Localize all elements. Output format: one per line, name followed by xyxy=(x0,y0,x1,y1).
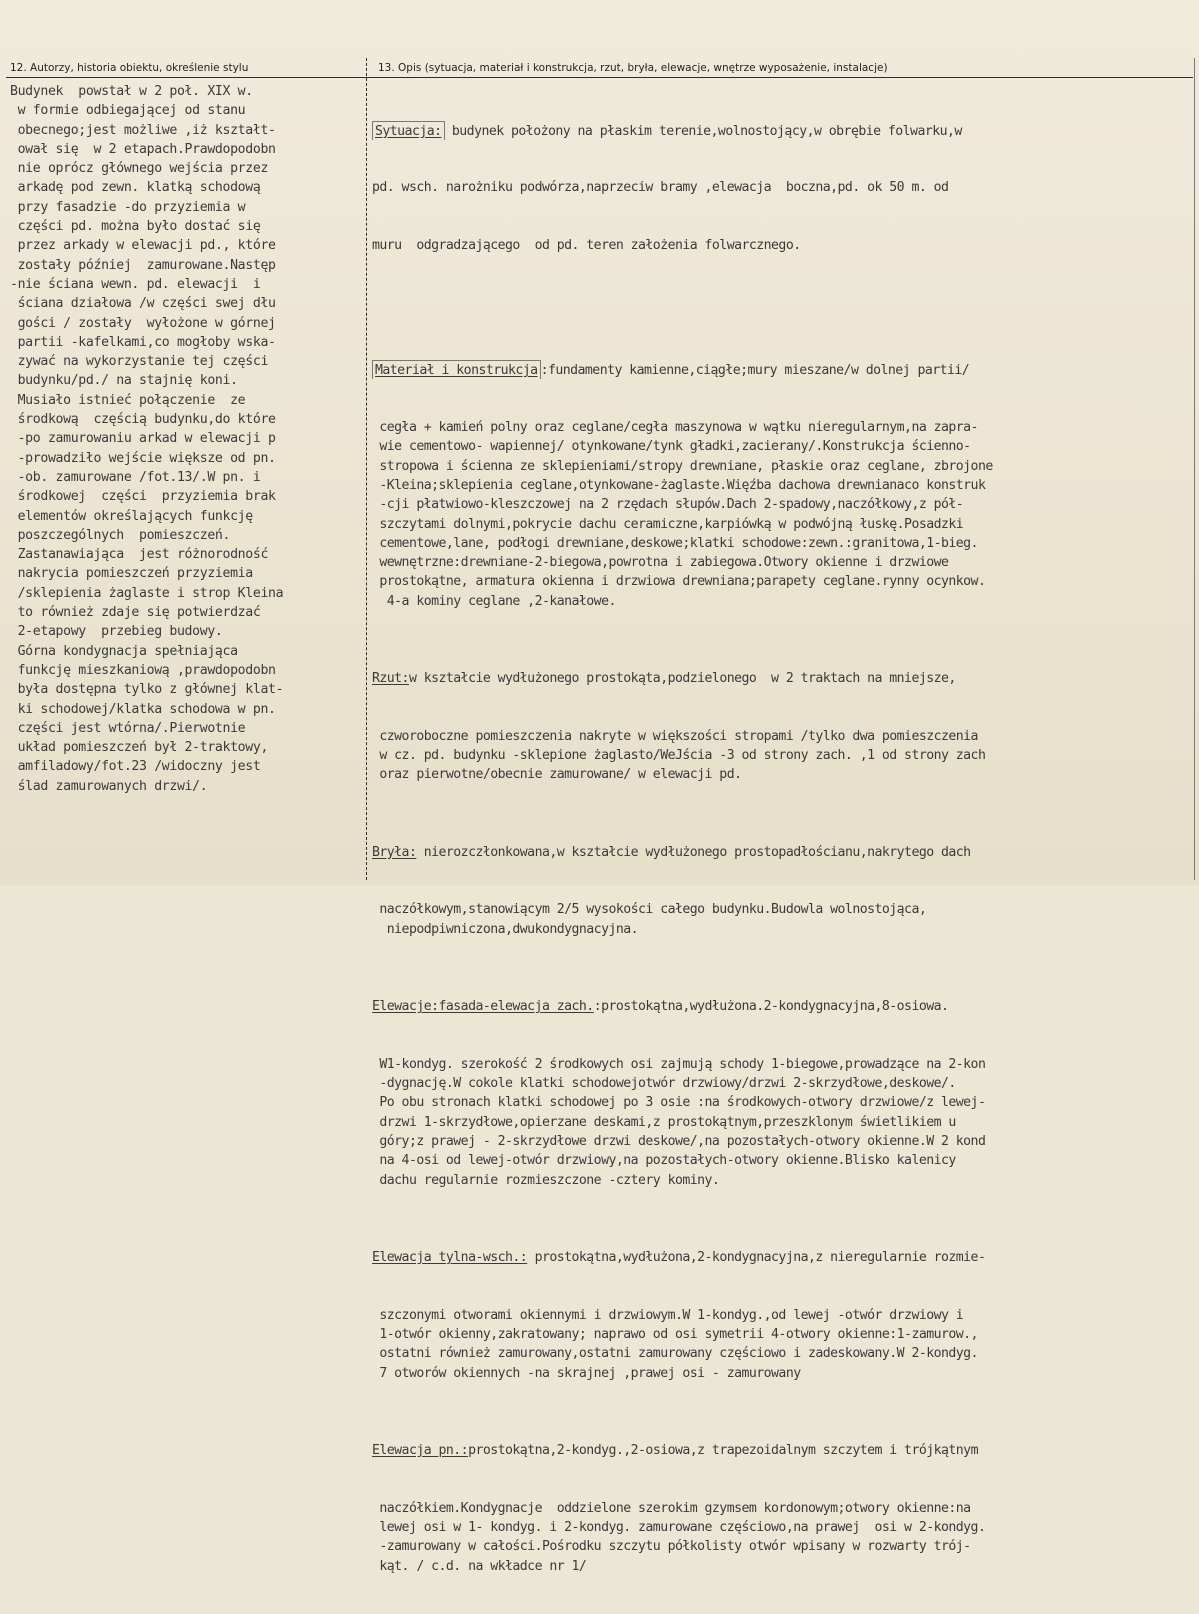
history-line: była dostępna tylko z głównej klat- xyxy=(10,682,284,698)
history-line: zywać na wykorzystanie tej części xyxy=(10,354,269,370)
sytuacja-line-1: pd. wsch. narożniku podwórza,naprzeciw bramy ,elewacja boczna,pd. ok 50 m. od xyxy=(372,180,949,196)
material-line: -Kleina;sklepienia ceglane,otynkowane-żaglaste.Więźba dachowa drewnianaco konstruk xyxy=(372,477,986,493)
elewacja-tylna-line: szczonymi otworami okiennymi i drzwiowym.W 1-kondyg.,od lewej -otwór drzwiowy i xyxy=(372,1307,964,1323)
section-12-heading: 12. Autorzy, historia obiektu, określenie stylu xyxy=(10,62,249,74)
elewacja-tylna-line-0: Elewacja tylna-wsch.: prostokątna,wydłużona,2-kondygnacyjna,z nieregularnie rozmie- xyxy=(372,1249,986,1265)
elewacja-tylna-line: ostatni również zamurowany,ostatni zamurowany częściowo i zadeskowany.W 2-kondyg. xyxy=(372,1346,978,1362)
material-line: szczytami dolnymi,pokrycie dachu ceramiczne,karpiówką w podwójną łuskę.Posadzki xyxy=(372,516,964,532)
history-line: środkową częścią budynku,do które xyxy=(10,412,276,428)
history-line: nie oprócz głównego wejścia przez xyxy=(10,161,269,177)
history-line: przez arkady w elewacji pd., które xyxy=(10,238,276,254)
material-line: wie cementowo- wapiennej/ otynkowane/tynk gładki,zacierany/.Konstrukcja ścienno- xyxy=(372,439,971,455)
history-line: -po zamurowaniu arkad w elewacji p xyxy=(10,431,276,447)
rzut-line: w cz. pd. budynku -sklepione żaglasto/WeJścia -3 od strony zach. ,1 od strony zach xyxy=(372,748,986,764)
sytuacja-line-0: Sytuacja: budynek położony na płaskim terenie,wolnostojący,w obrębie folwarku,w xyxy=(372,121,1194,140)
history-line: części jest wtórna/.Pierwotnie xyxy=(10,720,246,736)
history-line: funkcję mieszkaniową ,prawdopodobn xyxy=(10,662,276,678)
rzut-line: czworoboczne pomieszczenia nakryte w większości stropami /tylko dwa pomieszczenia xyxy=(372,728,978,744)
rzut-label: Rzut: xyxy=(372,670,409,686)
history-line: arkadę pod zewn. klatką schodową xyxy=(10,180,261,196)
elewacja-zach-line: góry;z prawej - 2-skrzydłowe drzwi deskowe/,na pozostałych-otwory okienne.W 2 kond xyxy=(372,1134,986,1150)
material-line: wewnętrzne:drewniane-2-biegowa,powrotna i zabiegowa.Otwory okienne i drzwiowe xyxy=(372,555,949,571)
material-line: cementowe,lane, podłogi drewniane,deskowe;klatki schodowe:zewn.:granitowa,1-bieg. xyxy=(372,535,978,551)
elewacja-pn-label: Elewacja pn.: xyxy=(372,1442,469,1458)
elewacja-pn-line: naczółkiem.Kondygnacje oddzielone szerokim gzymsem kordonowym;otwory okienne:na xyxy=(372,1500,971,1516)
history-line: zostały później zamurowane.Następ xyxy=(10,257,276,273)
history-line: nakrycia pomieszczeń przyziemia xyxy=(10,566,253,582)
history-line: ściana działowa /w części swej dłu xyxy=(10,296,276,312)
material-line: cegła + kamień polny oraz ceglane/cegła maszynowa w wątku nieregularnym,na zapra- xyxy=(372,420,978,436)
material-line: prostokątne, armatura okienna i drzwiowa drewniana;parapety ceglane.rynny ocynkow. xyxy=(372,574,986,590)
elewacja-zach-line: na 4-osi od lewej-otwór drzwiowy,na pozostałych-otwory okienne.Blisko kalenicy xyxy=(372,1153,956,1169)
history-line: ślad zamurowanych drzwi/. xyxy=(10,778,208,794)
history-line: Musiało istnieć połączenie ze xyxy=(10,392,246,408)
sytuacja-label: Sytuacja: xyxy=(372,121,445,140)
elewacja-zach-line: dachu regularnie rozmieszczone -cztery kominy. xyxy=(372,1172,720,1188)
elewacja-tylna-label: Elewacja tylna-wsch.: xyxy=(372,1249,528,1265)
material-line: -cji płatwiowo-kleszczowej na 2 rzędach słupów.Dach 2-spadowy,naczółkowy,z pół- xyxy=(372,497,964,513)
elewacja-tylna-line: 1-otwór okienny,zakratowany; naprawo od osi symetrii 4-otwory okienne:1-zamurow., xyxy=(372,1327,978,1342)
elewacja-zach-line: Po obu stronach klatki schodowej po 3 osie :na środkowych-otwory drzwiowe/z lewej- xyxy=(372,1095,986,1111)
elewacja-zach-line: W1-kondyg. szerokość 2 środkowych osi zajmują schody 1-biegowe,prowadzące na 2-kon xyxy=(372,1056,986,1072)
elewacja-pn-line: lewej osi w 1- kondyg. i 2-kondyg. zamurowane częściowo,na prawej osi w 2-kondyg. xyxy=(372,1519,986,1535)
history-line: -ob. zamurowane /fot.13/.W pn. i xyxy=(10,469,261,485)
history-line: poszczególnych pomieszczeń. xyxy=(10,527,231,543)
history-line: układ pomieszczeń był 2-traktowy, xyxy=(10,740,269,756)
history-text-column xyxy=(10,82,364,796)
history-line: budynku/pd./ na stajnię koni. xyxy=(10,373,238,389)
history-line: 2-etapowy przebieg budowy. xyxy=(10,624,223,640)
history-line: Zastanawiająca jest różnorodność xyxy=(10,547,269,563)
rzut-line: oraz pierwotne/obecnie zamurowane/ w elewacji pd. xyxy=(372,767,742,783)
history-line: /sklepienia żaglaste i strop Kleina xyxy=(10,585,284,601)
elewacja-zach-label: Elewacje:fasada-elewacja zach. xyxy=(372,998,594,1014)
section-13-heading: 13. Opis (sytuacja, materiał i konstrukcja, rzut, bryła, elewacje, wnętrze wyposażenie, instalacje) xyxy=(378,62,888,74)
history-line: -prowadziło wejście większe od pn. xyxy=(10,450,276,466)
rzut-line-0: Rzut:w kształcie wydłużonego prostokąta,podzielonego w 2 traktach na mniejsze, xyxy=(372,670,956,686)
elewacja-zach-line: drzwi 1-skrzydłowe,opierzane deskami,z prostokątnym,przeszklonym świetlikiem u xyxy=(372,1114,956,1130)
history-line: ki schodowej/klatka schodowa w pn. xyxy=(10,701,276,717)
history-line: -nie ściana wewn. pd. elewacji i xyxy=(10,276,261,292)
history-line: przy fasadzie -do przyziemia w xyxy=(10,199,246,215)
history-line: elementów określających funkcję xyxy=(10,508,253,524)
history-line: części pd. można było dostać się xyxy=(10,219,261,235)
header-rule xyxy=(6,77,1193,78)
bryla-label: Bryła: xyxy=(372,844,417,860)
history-line: amfiladowy/fot.23 /widoczny jest xyxy=(10,759,261,775)
elewacja-pn-line-0: Elewacja pn.:prostokątna,2-kondyg.,2-osiowa,z trapezoidalnym szczytem i trójkątnym xyxy=(372,1442,978,1458)
history-line: Budynek powstał w 2 poł. XIX w. xyxy=(10,84,253,99)
history-line: ował się w 2 etapach.Prawdopodobn xyxy=(10,141,276,157)
elewacja-pn-line: -zamurowany w całości.Pośrodku szczytu półkolisty otwór wpisany w rozwarty trój- xyxy=(372,1539,971,1555)
history-line: w formie odbiegającej od stanu xyxy=(10,103,246,119)
elewacja-tylna-line: 7 otworów okiennych -na skrajnej ,prawej osi - zamurowany xyxy=(372,1365,801,1381)
bryla-line: niepodpiwniczona,dwukondygnacyjna. xyxy=(372,921,639,937)
elewacja-zach-line-0: Elewacje:fasada-elewacja zach.:prostokątna,wydłużona.2-kondygnacyjna,8-osiowa. xyxy=(372,998,949,1014)
history-line: środkowej części przyziemia brak xyxy=(10,489,276,505)
history-line: obecnego;jest możliwe ,iż kształt- xyxy=(10,122,276,138)
bryla-line: naczółkowym,stanowiącym 2/5 wysokości całego budynku.Budowla wolnostojąca, xyxy=(372,902,927,918)
right-edge-rule xyxy=(1194,58,1195,880)
history-line: to również zdaje się potwierdzać xyxy=(10,605,261,621)
history-line: partii -kafelkami,co mogłoby wska- xyxy=(10,334,276,350)
elewacja-zach-line: -dygnację.W cokole klatki schodowejotwór drzwiowy/drzwi 2-skrzydłowe,deskowe/. xyxy=(372,1076,956,1092)
description-text-column xyxy=(372,82,1194,1614)
column-divider xyxy=(366,58,367,880)
material-line: stropowa i ścienna ze sklepieniami/stropy drewniane, płaskie oraz ceglane, zbrojone xyxy=(372,458,993,474)
history-line: Górna kondygnacja spełniająca xyxy=(10,643,238,659)
elewacja-pn-line: kąt. / c.d. na wkładce nr 1/ xyxy=(372,1558,587,1574)
bryla-line-0: Bryła: nierozczłonkowana,w kształcie wydłużonego prostopadłościanu,nakrytego dach xyxy=(372,844,971,860)
material-line-0: Materiał i konstrukcja :fundamenty kamienne,ciągłe;mury mieszane/w dolnej partii/ xyxy=(372,360,1194,379)
history-line: gości / zostały wyłożone w górnej xyxy=(10,315,276,331)
sytuacja-line-2: muru odgradzającego od pd. teren założenia folwarcznego. xyxy=(372,238,801,254)
material-label: Materiał i konstrukcja xyxy=(372,360,541,379)
material-line: 4-a kominy ceglane ,2-kanałowe. xyxy=(372,593,616,609)
